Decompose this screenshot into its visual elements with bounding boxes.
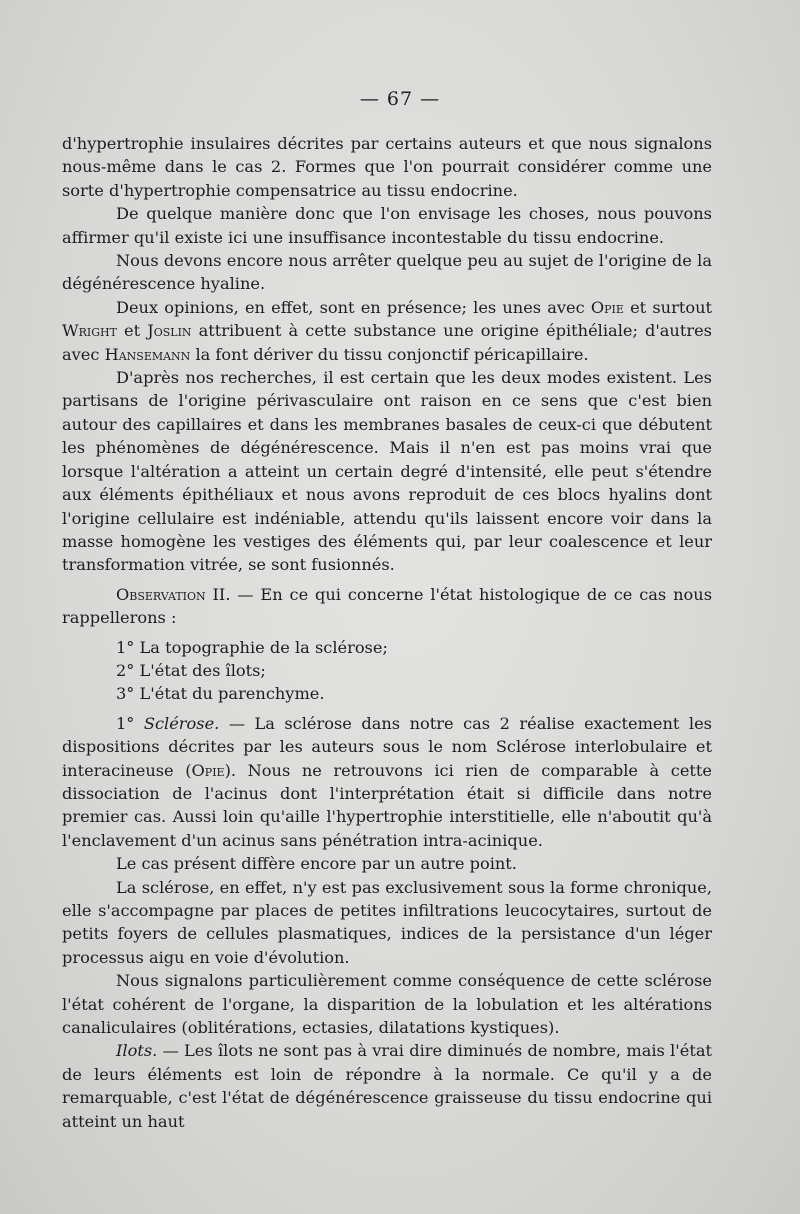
page-number: — 67 — <box>359 88 441 110</box>
paragraph-4: Deux opinions, en effet, sont en présence; les unes avec Opie et surtout Wright et Joslin attribuent à cette substance une origine épithéliale; d'autres avec Hansemann la font dériver du tissu conjonctif péricapillaire. <box>62 297 712 364</box>
paragraph-7: Le cas présent diffère encore par un autre point. <box>116 854 517 874</box>
paragraph-5: D'après nos recherches, il est certain que les deux modes existent. Les partisans de l'origine périvasculaire ont raison en ce sens que c'est bien autour des capillaires et dans les membranes basales de ceux-ci que débutent les phénomènes de dégénérescence. Mais il n'en est pas moins vrai que lorsque l'altération a atteint un certain degré d'intensité, elle peut s'étendre aux éléments épithéliaux et nous avons reproduit de ces blocs hyalins dont l'origine cellulaire est indéniable, attendu qu'ils laissent encore voir dans la masse homogène les vestiges des éléments qui, par leur coalescence et leur transformation vitrée, se sont fusionnés. <box>62 368 712 575</box>
list-item: 1° La topographie de la sclérose; <box>116 637 388 657</box>
paragraph-3: Nous devons encore nous arrêter quelque peu au sujet de l'origine de la dégénérescence hyaline. <box>62 251 712 294</box>
author-name: Joslin <box>147 321 192 341</box>
list-item: 2° L'état des îlots; <box>116 660 266 680</box>
author-name: Hansemann <box>104 344 191 364</box>
author-name: Opie <box>191 760 225 780</box>
paragraph-2: De quelque manière donc que l'on envisage les choses, nous pouvons affirmer qu'il existe ici une insuffisance incontestable du tissu endocrine. <box>62 204 712 247</box>
paragraph-1: d'hypertrophie insulaires décrites par certains auteurs et que nous signalons nous-même dans le cas 2. Formes que l'on pourrait considérer comme une sorte d'hypertrophie compensatrice au tissu endocrine. <box>62 134 712 200</box>
observation-label: Observation II. <box>116 584 231 604</box>
body-text <box>62 132 712 1133</box>
paragraph-sclerose: 1° Sclérose. — La sclérose dans notre cas 2 réalise exactement les dispositions décrites par les auteurs sous le nom Sclérose interlobulaire et interacineuse (Opie). Nous ne retrouvons ici rien de comparable à cette dissociation de l'acinus dont l'interprétation était si difficile dans notre premier cas. Aussi loin qu'aille l'hypertrophie interstitielle, elle n'aboutit qu'à l'enclavement d'un acinus sans pénétration intra-acinique. <box>62 713 713 850</box>
paragraph-9: Nous signalons particulièrement comme conséquence de cette sclérose l'état cohérent de l'organe, la disparition de la lobulation et les altérations canaliculaires (oblitérations, ectasies, dilatations kystiques). <box>62 971 712 1038</box>
section-label: Ilots. <box>116 1041 158 1061</box>
paragraph-8: La sclérose, en effet, n'y est pas exclusivement sous la forme chronique, elle s'accompagne par places de petites infiltrations leucocytaires, surtout de petits foyers de cellules plasmatiques, indices de la persistance d'un léger processus aigu en voie d'évolution. <box>62 877 712 967</box>
author-name: Opie <box>590 297 624 317</box>
list <box>62 636 712 706</box>
author-name: Wright <box>62 321 117 341</box>
section-label: Sclérose. <box>143 713 220 733</box>
list-item: 3° L'état du parenchyme. <box>116 684 325 704</box>
observation-heading: Observation II. — En ce qui concerne l'état histologique de ce cas nous rappellerons : <box>62 584 713 628</box>
paragraph-ilots: Ilots. — Les îlots ne sont pas à vrai dire diminués de nombre, mais l'état de leurs éléments est loin de répondre à la normale. Ce qu'il y a de remarquable, c'est l'état de dégénérescence graisseuse du tissu endocrine qui atteint un haut <box>62 1041 712 1131</box>
